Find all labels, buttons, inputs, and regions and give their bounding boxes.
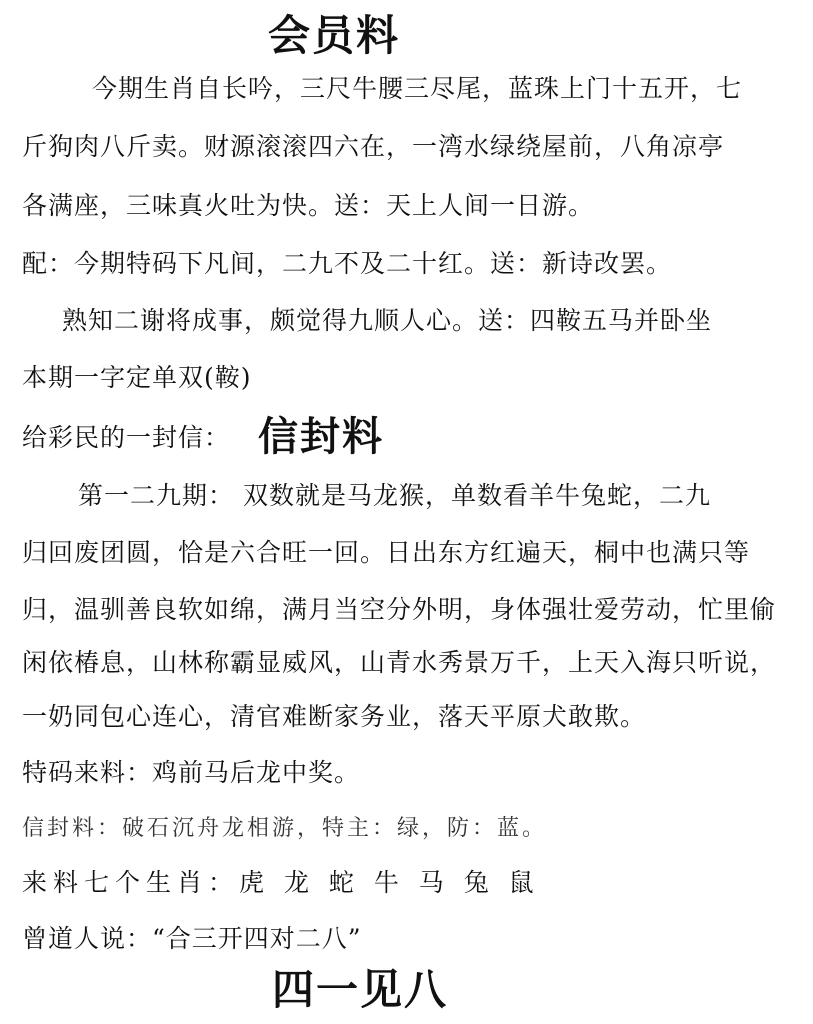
paragraph1-line-1: 今期生肖自长吟，三尺牛腰三尽尾，蓝珠上门十五开，七 — [92, 74, 743, 103]
paragraph2-line-5: 一奶同包心连心，清官难断家务业，落天平原犬敢欺。 — [22, 702, 647, 731]
letter-label: 给彩民的一封信： — [22, 423, 231, 452]
envelope-material-title: 信封料 — [258, 413, 385, 460]
paragraph1-line-3: 各满座，三味真火吐为快。送：天上人间一日游。 — [22, 191, 595, 220]
member-material-title: 会员料 — [268, 11, 401, 60]
envelope-material-line: 信封料：破石沉舟龙相游，特主：绿，防：蓝。 — [22, 816, 548, 841]
bottom-title: 四一见八 — [272, 965, 449, 1014]
special-code-line: 特码来料：鸡前马后龙中奖。 — [22, 758, 361, 787]
paragraph2-line-4: 闲依椿息，山林称霸显威风，山青水秀景万千，上天入海只听说， — [22, 648, 777, 677]
paragraph1-line-2: 斤狗肉八斤卖。财源滚滚四六在，一湾水绿绕屋前，八角凉亭 — [22, 132, 725, 161]
poem-line: 熟知二谢将成事，颇觉得九顺人心。送：四鞍五马并卧坐 — [62, 306, 713, 335]
paragraph2-line-3: 归，温驯善良软如绵，满月当空分外明，身体强壮爱劳动，忙里偷 — [22, 595, 777, 624]
paragraph2-line-1: 第一二九期： 双数就是马龙猴，单数看羊牛兔蛇，二九 — [78, 481, 711, 510]
seven-zodiac-line: 来料七个生肖：虎 龙 蛇 牛 马 兔 鼠 — [22, 868, 540, 897]
pei-line: 配：今期特码下凡间，二九不及二十红。送：新诗改罢。 — [22, 249, 673, 278]
single-double-line: 本期一字定单双(鞍) — [22, 363, 252, 392]
letter-heading — [22, 413, 385, 460]
paragraph2-line-2: 归回废团圆，恰是六合旺一回。日出东方红遍天，桐中也满只等 — [22, 538, 751, 567]
zeng-says-line: 曾道人说：“合三开四对二八” — [22, 924, 362, 953]
